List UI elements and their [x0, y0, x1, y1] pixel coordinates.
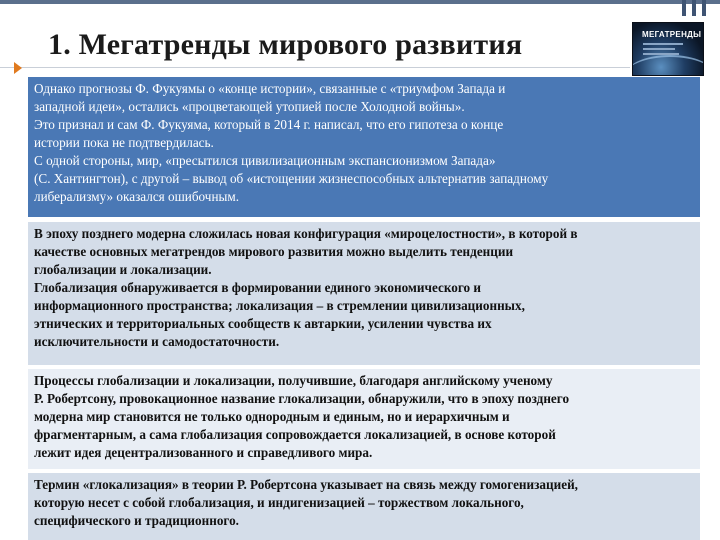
book-cover-image	[632, 22, 704, 76]
text-line: Глобализация обнаруживается в формировании единого экономического и	[34, 280, 481, 295]
text-line: С одной стороны, мир, «пресытился цивилизационным экспансионизмом Запада»	[34, 153, 496, 168]
text-line: В эпоху позднего модерна сложилась новая конфигурация «мироцелостности», в которой в	[34, 226, 578, 241]
text-block-glocalization	[28, 369, 700, 469]
text-line: информационного пространства; локализация – в стремлении цивилизационных,	[34, 298, 525, 313]
text-line: Однако прогнозы Ф. Фукуямы о «конце истории», связанные с «триумфом Запада и	[34, 81, 506, 96]
text-line: (С. Хантингтон), с другой – вывод об «истощении жизнеспособных альтернатив западному	[34, 171, 549, 186]
book-cover-line	[643, 48, 675, 50]
text-line: Р. Робертсону, провокационное название глокализации, обнаружили, что в эпоху позднего	[34, 391, 570, 406]
stripe	[682, 0, 686, 16]
top-right-stripes	[682, 0, 706, 16]
book-cover-line	[643, 43, 683, 45]
text-line: лежит идея децентрализованного и справедливого мира.	[34, 445, 373, 460]
text-line: специфического и традиционного.	[34, 513, 239, 528]
text-line: которую несет с собой глобализация, и индигенизацией – торжеством локального,	[34, 495, 524, 510]
stripe	[692, 0, 696, 16]
text-line: модерна мир становится не только однородным и единым, но и иерархичным и	[34, 409, 510, 424]
text-block-fukuyama	[28, 77, 700, 217]
text-line: Это признал и сам Ф. Фукуяма, который в 2014 г. написал, что его гипотеза о конце	[34, 117, 504, 132]
text-line: истории пока не подтвердилась.	[34, 135, 214, 150]
text-line: качестве основных мегатрендов мирового развития можно выделить тенденции	[34, 244, 514, 259]
text-block-globalization	[28, 222, 700, 365]
text-line: исключительности и самодостаточности.	[34, 334, 280, 349]
text-block-robertson-term	[28, 473, 700, 540]
top-accent-bar	[0, 0, 720, 4]
globe-arc-icon	[632, 55, 704, 76]
slide-title: 1. Мегатренды мирового развития	[48, 28, 523, 61]
title-underline	[0, 67, 630, 68]
title-marker-icon	[14, 62, 22, 74]
text-line: Термин «глокализация» в теории Р. Робертсона указывает на связь между гомогенизацией,	[34, 477, 578, 492]
book-cover-title: МЕГАТРЕНДЫ	[642, 30, 702, 39]
text-line: этнических и территориальных сообществ к автаркии, усилении чувства их	[34, 316, 492, 331]
text-line: Процессы глобализации и локализации, получившие, благодаря английскому ученому	[34, 373, 553, 388]
text-line: либерализму» оказался ошибочным.	[34, 189, 239, 204]
text-line: глобализации и локализации.	[34, 262, 212, 277]
text-line: западной идеи», остались «процветающей утопией после Холодной войны».	[34, 99, 465, 114]
text-line: фрагментарным, а сама глобализация сопровождается локализацией, в основе которой	[34, 427, 556, 442]
stripe	[702, 0, 706, 16]
